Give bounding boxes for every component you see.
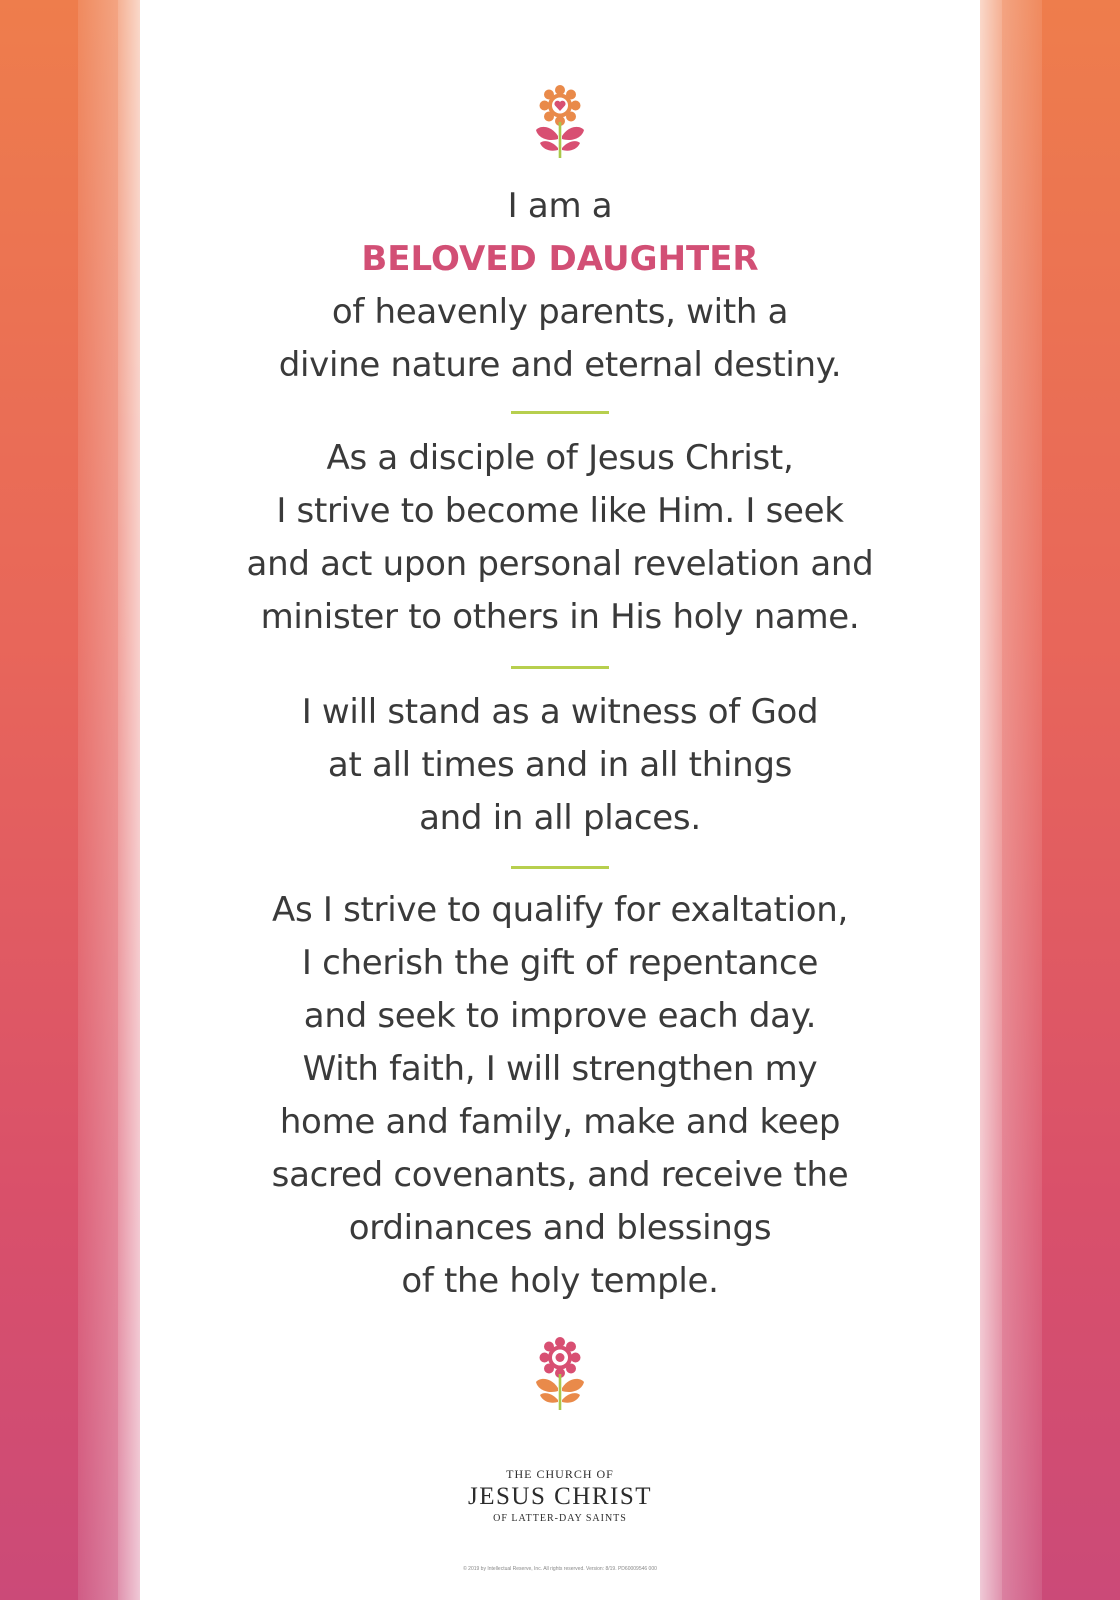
stanza-line: of the holy temple. (401, 1261, 719, 1301)
left-inner-stripe (118, 0, 140, 1600)
identity-intro (140, 180, 980, 392)
left-outer-stripe (78, 0, 118, 1600)
stanza-line: As I strive to qualify for exaltation, (271, 890, 848, 930)
intro-line: I am a (507, 186, 613, 226)
stanza-line: minister to others in His holy name. (260, 597, 860, 637)
stanza-line: As a disciple of Jesus Christ, (326, 438, 794, 478)
right-inner-stripe (980, 0, 1002, 1600)
church-logo (140, 1466, 980, 1526)
intro-line: divine nature and eternal destiny. (278, 345, 842, 385)
right-outer-stripe (1002, 0, 1042, 1600)
logo-line-main: JESUS CHRIST (467, 1483, 652, 1510)
divider-line (511, 411, 609, 414)
flower-circle-icon (533, 1336, 587, 1412)
intro-line: of heavenly parents, with a (331, 292, 789, 332)
stanza-line: I will stand as a witness of God (301, 692, 819, 732)
copyright-notice: © 2019 by Intellectual Reserve, Inc. All rights reserved. Version: 8/19. PD60009546 000 (463, 1566, 657, 1572)
flower-heart-icon (533, 84, 587, 160)
stanza-line: and in all places. (419, 798, 701, 838)
stanza-line: ordinances and blessings (348, 1208, 772, 1248)
exaltation-stanza (140, 884, 980, 1308)
witness-stanza (140, 686, 980, 845)
stanza-line: I cherish the gift of repentance (301, 943, 819, 983)
stanza-line: I strive to become like Him. I seek (276, 491, 844, 531)
poster-page (140, 0, 980, 1600)
logo-line-top: THE CHURCH OF (506, 1467, 614, 1481)
stanza-line: sacred covenants, and receive the (271, 1155, 849, 1195)
beloved-daughter-heading: BELOVED DAUGHTER (361, 239, 759, 279)
stanza-line: With faith, I will strengthen my (302, 1049, 818, 1089)
logo-line-bottom: OF LATTER-DAY SAINTS (493, 1513, 627, 1524)
stanza-line: home and family, make and keep (279, 1102, 841, 1142)
stanza-line: and act upon personal revelation and (246, 544, 874, 584)
disciple-stanza (140, 432, 980, 644)
stanza-line: at all times and in all things (327, 745, 793, 785)
stanza-line: and seek to improve each day. (303, 996, 817, 1036)
divider-line (511, 666, 609, 669)
divider-line (511, 866, 609, 869)
